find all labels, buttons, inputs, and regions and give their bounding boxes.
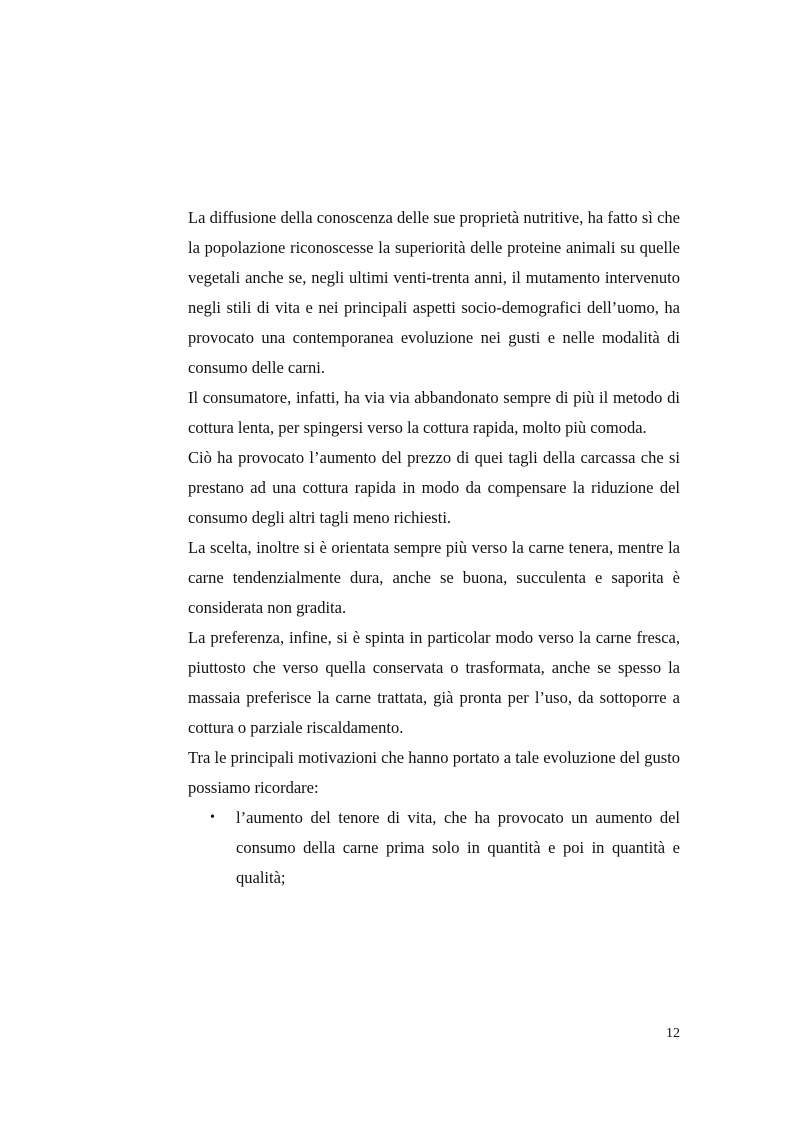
paragraph-2: Il consumatore, infatti, ha via via abbandonato sempre di più il metodo di cottura lenta, per spingersi verso la cottura rapida, molto più comoda.: [188, 388, 680, 437]
paragraph-4: La scelta, inoltre si è orientata sempre più verso la carne tenera, mentre la carne tendenzialmente dura, anche se buona, succulenta e saporita è considerata non gradita.: [188, 538, 680, 617]
page-number: 12: [666, 1026, 680, 1041]
bullet-text: l’aumento del tenore di vita, che ha provocato un aumento del consumo della carne prima solo in quantità e poi in quantità e qualità;: [236, 808, 680, 887]
paragraph-1: La diffusione della conoscenza delle sue proprietà nutritive, ha fatto sì che la popolazione riconoscesse la superiorità delle proteine animali su quelle vegetali anche se, negli ultimi venti-trenta anni, il mutamento intervenuto negli stili di vita e nei principali aspetti socio-demografici dell’uomo, ha provocato una contemporanea evoluzione nei gusti e nelle modalità di consumo delle carni.: [188, 208, 680, 377]
paragraph-3: Ciò ha provocato l’aumento del prezzo di quei tagli della carcassa che si prestano ad una cottura rapida in modo da compensare la riduzione del consumo degli altri tagli meno richiesti.: [188, 448, 680, 527]
list-item: [188, 803, 680, 893]
paragraph-5: La preferenza, infine, si è spinta in particolar modo verso la carne fresca, piuttosto che verso quella conservata o trasformata, anche se spesso la massaia preferisce la carne trattata, già pronta per l’uso, da sottoporre a cottura o parziale riscaldamento.: [188, 628, 680, 737]
body-text: [188, 203, 680, 893]
paragraph-6: Tra le principali motivazioni che hanno portato a tale evoluzione del gusto possiamo ricordare:: [188, 748, 680, 797]
bullet-list: [188, 803, 680, 893]
bullet-icon: •: [210, 810, 215, 825]
